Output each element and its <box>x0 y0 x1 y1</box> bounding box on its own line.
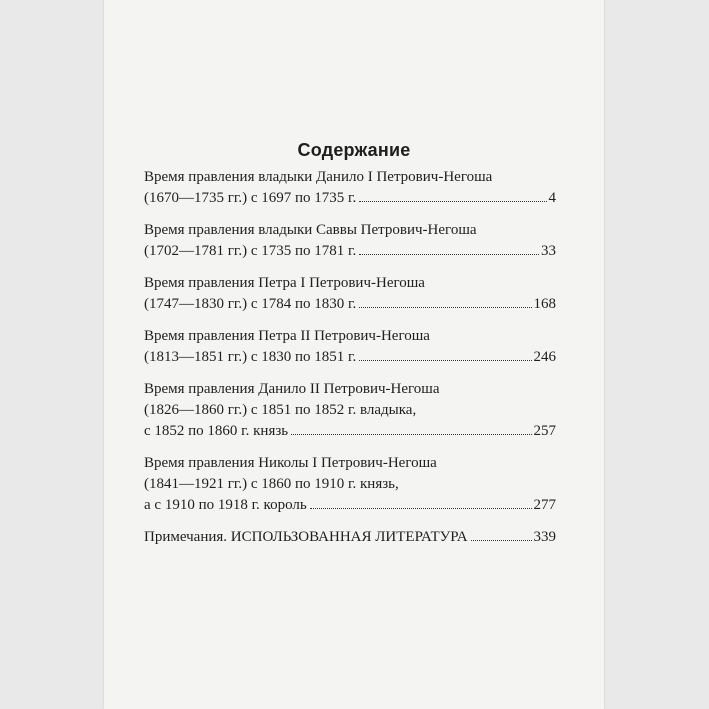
toc-entry-line <box>144 220 556 241</box>
book-page <box>104 0 604 709</box>
toc-entry-text: (1747—1830 гг.) с 1784 по 1830 г. <box>144 296 357 312</box>
toc-entry-line <box>144 188 556 209</box>
dot-leader <box>359 254 539 255</box>
toc-entry <box>144 273 556 315</box>
toc-entry <box>144 527 556 548</box>
toc-entry-line <box>144 453 556 474</box>
toc-entry <box>144 326 556 368</box>
dot-leader <box>359 201 546 202</box>
toc-entry-text: Время правления Данило II Петрович-Негоша <box>144 381 440 397</box>
toc-list <box>144 167 556 559</box>
toc-entry-text: Время правления владыки Саввы Петрович-Негоша <box>144 222 477 238</box>
dot-leader <box>471 540 532 541</box>
toc-entry-text: Время правления владыки Данило I Петрович-Негоша <box>144 169 493 185</box>
toc-entry <box>144 220 556 262</box>
toc-entry-line <box>144 527 556 548</box>
toc-entry-line <box>144 273 556 294</box>
toc-entry-text: а с 1910 по 1918 г. король <box>144 497 307 513</box>
dot-leader <box>291 434 531 435</box>
toc-entry-text: (1670—1735 гг.) с 1697 по 1735 г. <box>144 190 357 206</box>
toc-entry-line <box>144 379 556 400</box>
toc-title: Содержание <box>297 140 411 160</box>
toc-entry-line <box>144 421 556 442</box>
dot-leader <box>310 508 532 509</box>
toc-entry-text: (1813—1851 гг.) с 1830 по 1851 г. <box>144 349 357 365</box>
toc-entry-line <box>144 347 556 368</box>
toc-page-number: 339 <box>533 529 556 545</box>
toc-entry-text: (1702—1781 гг.) с 1735 по 1781 г. <box>144 243 357 259</box>
toc-entry <box>144 453 556 516</box>
toc-entry-text: Время правления Петра II Петрович-Негоша <box>144 328 430 344</box>
toc-entry-line <box>144 326 556 347</box>
toc-page-number: 277 <box>533 497 556 513</box>
toc-entry-text: (1841—1921 гг.) с 1860 по 1910 г. князь, <box>144 476 399 492</box>
toc-entry-text: (1826—1860 гг.) с 1851 по 1852 г. владыка, <box>144 402 417 418</box>
toc-entry-text: Примечания. ИСПОЛЬЗОВАННАЯ ЛИТЕРАТУРА <box>144 529 468 545</box>
toc-entry-text: Время правления Петра I Петрович-Негоша <box>144 275 425 291</box>
toc-page-number: 246 <box>533 349 556 365</box>
toc-entry <box>144 379 556 442</box>
toc-entry-line <box>144 400 556 421</box>
toc-entry-line <box>144 294 556 315</box>
dot-leader <box>359 360 531 361</box>
toc-entry-line <box>144 474 556 495</box>
toc-entry-line <box>144 495 556 516</box>
toc-entry-text: Время правления Николы I Петрович-Негоша <box>144 455 437 471</box>
toc-entry-line <box>144 241 556 262</box>
toc-entry <box>144 167 556 209</box>
toc-entry-line <box>144 167 556 188</box>
toc-page-number: 257 <box>533 423 556 439</box>
toc-page-number: 33 <box>541 243 556 259</box>
toc-page-number: 4 <box>548 190 556 206</box>
toc-entry-text: с 1852 по 1860 г. князь <box>144 423 289 439</box>
dot-leader <box>359 307 531 308</box>
toc-page-number: 168 <box>533 296 556 312</box>
